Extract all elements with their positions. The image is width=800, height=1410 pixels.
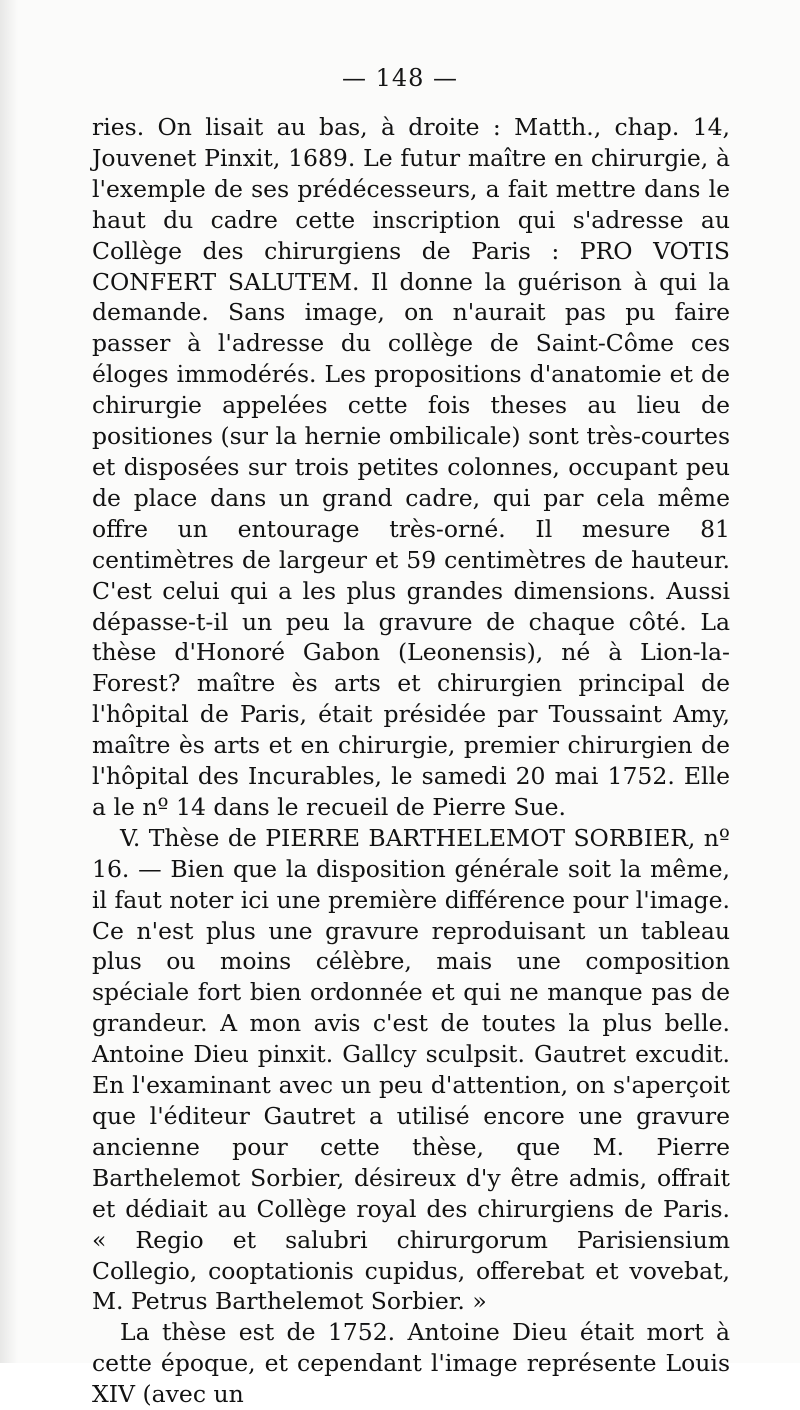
page-number: — 148 — — [341, 64, 459, 92]
paragraph: La thèse est de 1752. Antoine Dieu était mort à cette époque, et cependant l'image représente Louis XIV (avec un — [92, 1318, 730, 1409]
paragraph: ries. On lisait au bas, à droite : Matth., chap. 14, Jouvenet Pinxit, 1689. Le futur maître en chirurgie, à l'exemple de ses prédécesseurs, a fait mettre dans le haut du cadre cette inscription qui s'adresse au Collège des chirurgiens de Paris : PRO VOTIS CONFERT SALUTEM. Il donne la guérison à qui la demande. Sans image, on n'aurait pas pu faire passer à l'adresse du collège de Saint-Côme ces éloges immodérés. Les propositions d'anatomie et de chirurgie appelées cette fois theses au lieu de positiones (sur la hernie ombilicale) sont très-courtes et disposées sur trois petites colonnes, occupant peu de place dans un grand cadre, qui par cela même offre un entourage très-orné. Il mesure 81 centimètres de largeur et 59 centimètres de hauteur. C'est celui qui a les plus grandes dimensions. Aussi dépasse-t-il un peu la gravure de chaque côté. La thèse d'Honoré Gabon (Leonensis), né à Lion-la-Forest? maître ès arts et chirurgien principal de l'hôpital de Paris, était présidée par Toussaint Amy, maître ès arts et en chirurgie, premier chirurgien de l'hôpital des Incurables, le samedi 20 mai 1752. Elle a le nº 14 dans le recueil de Pierre Sue. — [92, 113, 730, 821]
body-text — [92, 112, 730, 1410]
page-edge-shadow — [0, 0, 18, 1363]
paragraph: V. Thèse de PIERRE BARTHELEMOT SORBIER, nº 16. — Bien que la disposition générale soit la même, il faut noter ici une première différence pour l'image. Ce n'est plus une gravure reproduisant un tableau plus ou moins célèbre, mais une composition spéciale fort bien ordonnée et qui ne manque pas de grandeur. A mon avis c'est de toutes la plus belle. Antoine Dieu pinxit. Gallcy sculpsit. Gautret excudit. En l'examinant avec un peu d'attention, on s'aperçoit que l'éditeur Gautret a utilisé encore une gravure ancienne pour cette thèse, que M. Pierre Barthelemot Sorbier, désireux d'y être admis, offrait et dédiait au Collège royal des chirurgiens de Paris. « Regio et salubri chirurgorum Parisiensium Collegio, cooptationis cupidus, offerebat et vovebat, M. Petrus Barthelemot Sorbier. » — [92, 823, 730, 1316]
